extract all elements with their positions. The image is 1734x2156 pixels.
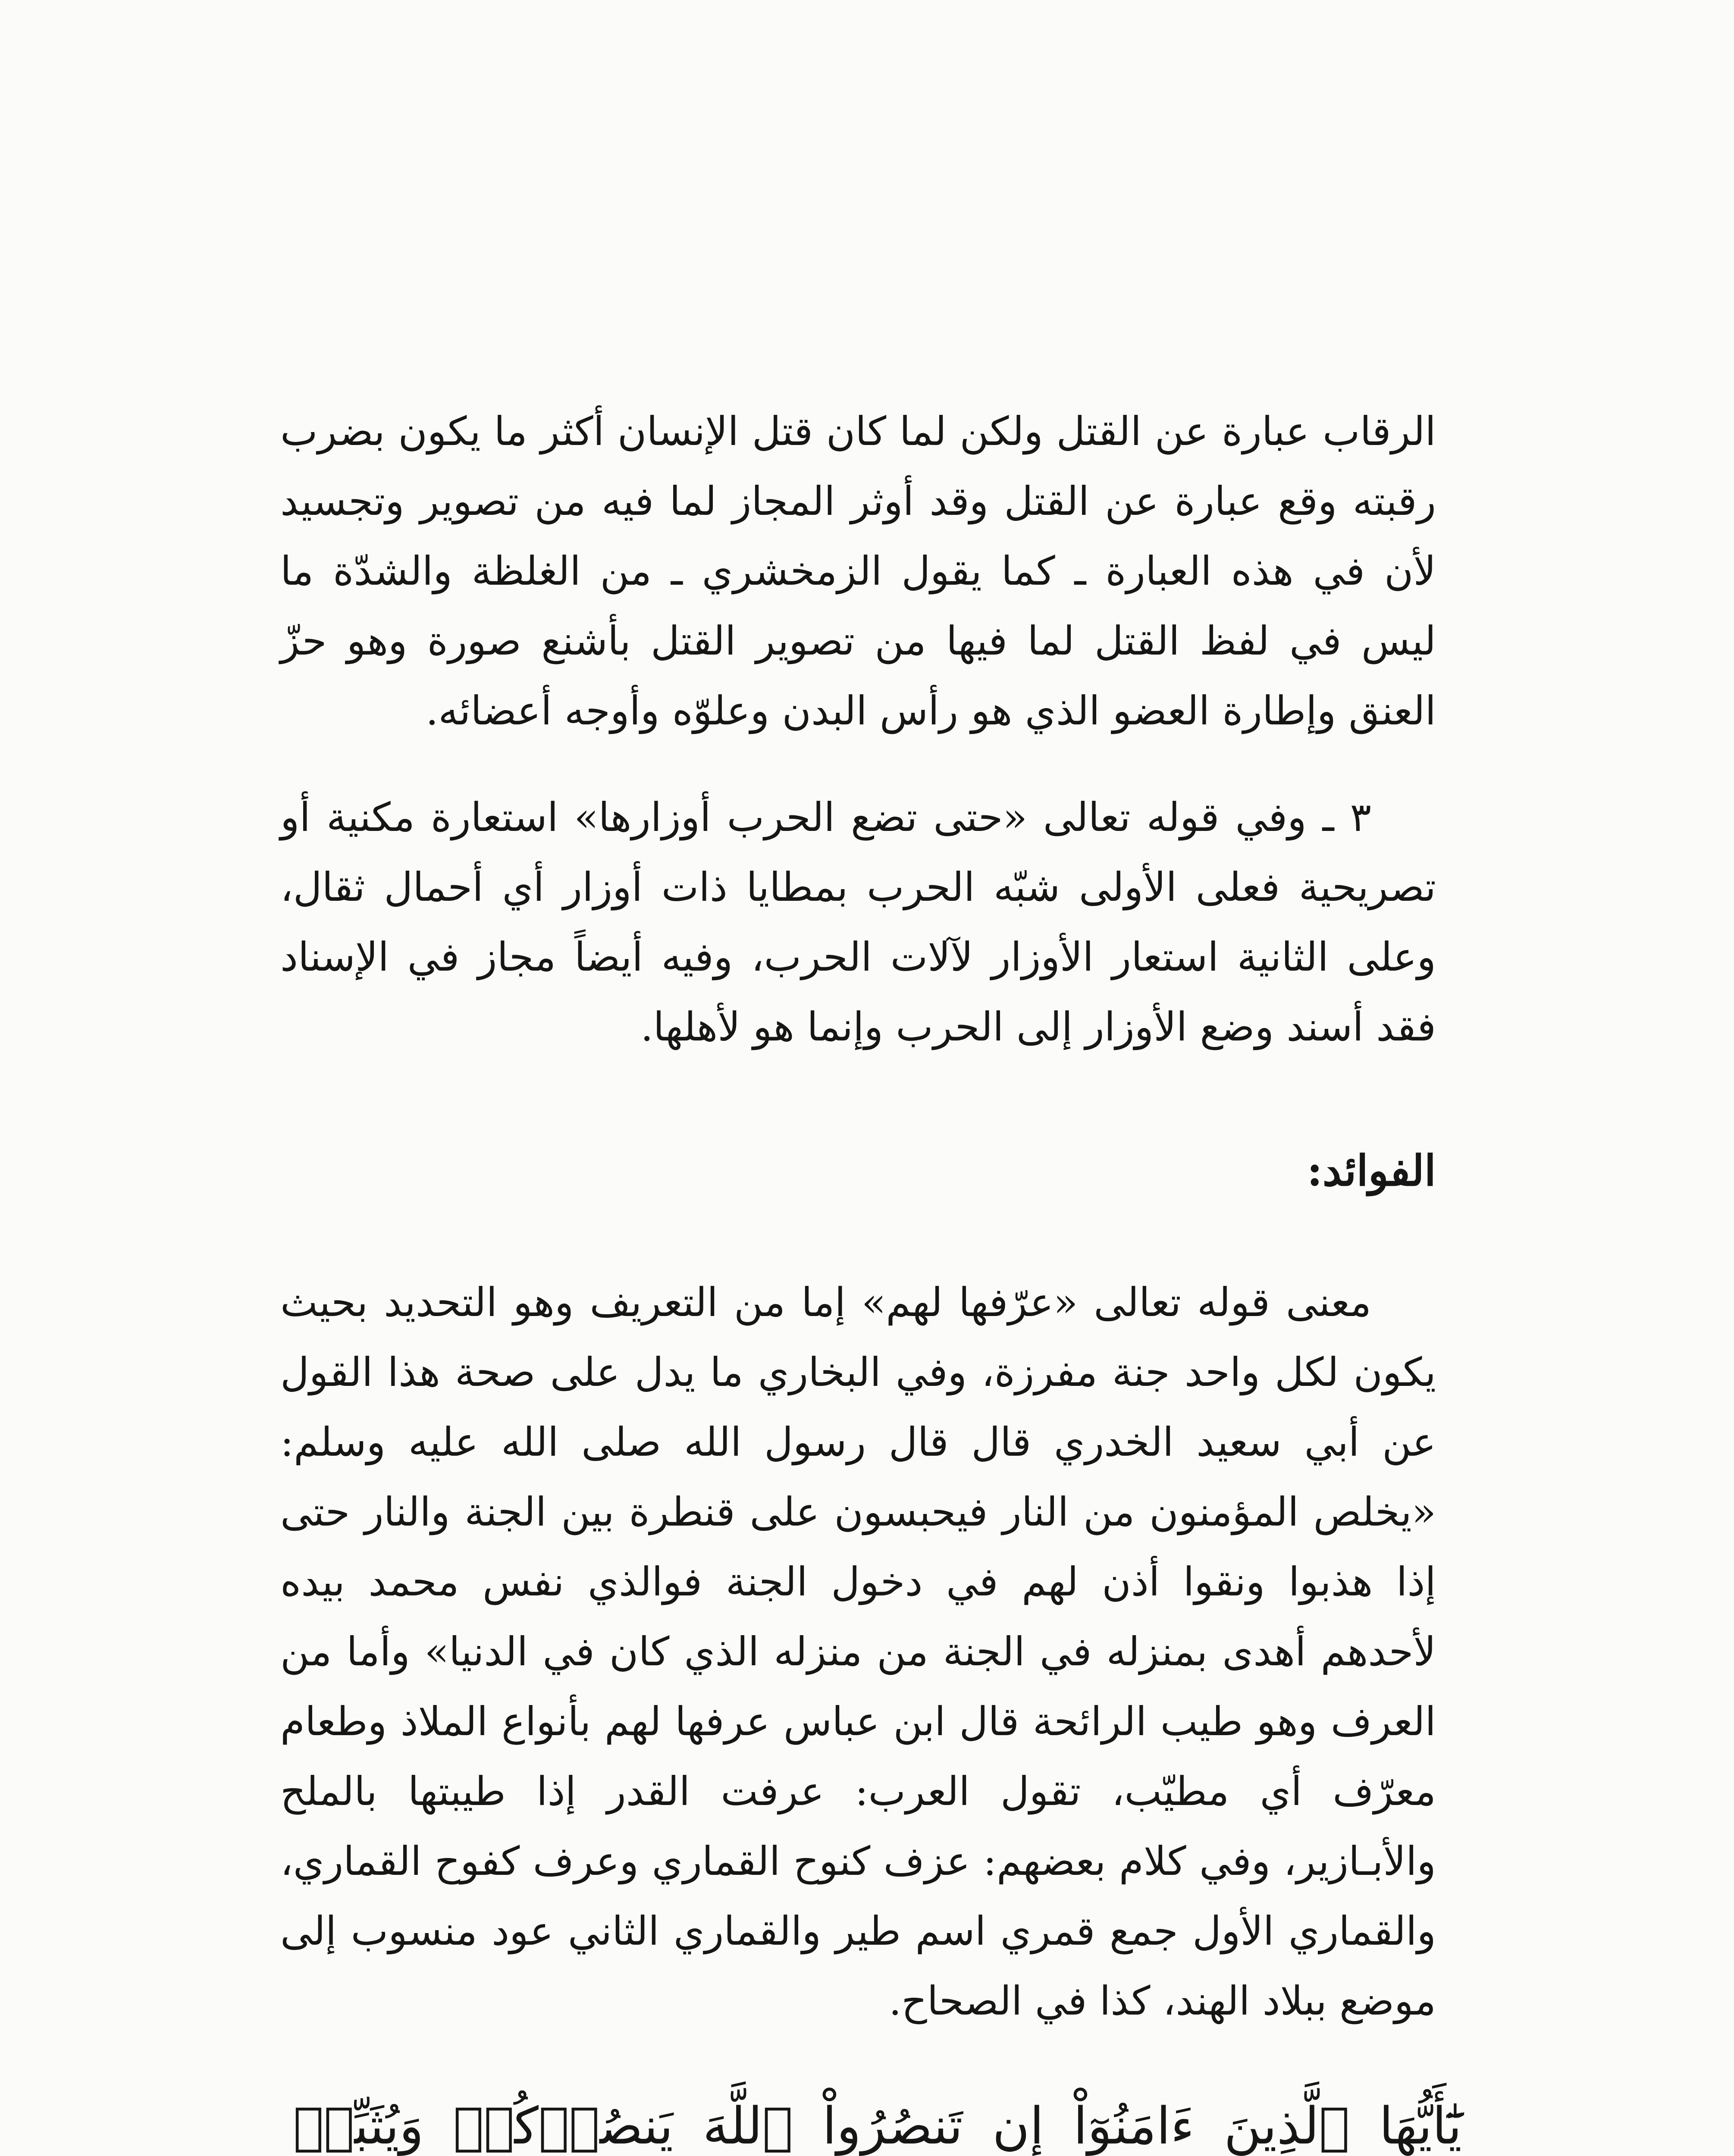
paragraph-text: معنى قوله تعالى «عرّفها لهم» إما من التعريف وهو التحديد بحيث يكون لكل واحد جنة مفرزة، وفي البخاري ما يدل على صحة هذا القول عن أبي سعيد الخدري قال قال رسول الله صلى الله عليه وسلم: «يخلص المؤمنون من النار فيحبسون على قنطرة بين الجنة والنار حتى إذا هذبوا ونقوا أذن لهم في دخول الجنة فوالذي نفس محمد بيده لأحدهم أهدى بمنزله في الجنة من منزله الذي كان في الدنيا» وأما من العرف وهو طيب الرائحة قال ابن عباس عرفها لهم بأنواع الملاذ وطعام معرّف أي مطيّب، تقول العرب: عرفت القدر إذا طيبتها بالملح والأبـازير، وفي كلام بعضهم: عزف كنوح القماري وعرف كفوح القماري، والقماري الأول جمع قمري اسم طير والقماري الثاني عود منسوب إلى موضع ببلاد الهند، كذا في الصحاح.	[280, 1279, 1436, 2024]
quran-verse: يَٰٓأَيُّهَا ٱلَّذِينَ ءَامَنُوٓاْ إِن تَنصُرُواْ ٱللَّهَ يَنصُرۡكُمۡ وَيُثَبِّتۡ	[293, 2096, 1462, 2156]
body-paragraph-1	[280, 397, 1436, 746]
section-heading: الفوائد:	[1307, 1146, 1436, 1196]
paragraph-text: ٣ ـ وفي قوله تعالى «حتى تضع الحرب أوزارها» استعارة مكنية أو تصريحية فعلى الأولى شبّه الحرب بمطايا ذات أوزار أي أحمال ثقال، وعلى الثانية استعار الأوزار لآلات الحرب، وفيه أيضاً مجاز في الإسناد فقد أسند وضع الأوزار إلى الحرب وإنما هو لأهلها.	[280, 794, 1436, 1050]
body-paragraph-2	[280, 783, 1436, 1062]
paragraph-text: الرقاب عبارة عن القتل ولكن لما كان قتل الإنسان أكثر ما يكون بضرب رقبته وقع عبارة عن القتل وقد أوثر المجاز لما فيه من تصوير وتجسيد لأن في هذه العبارة ـ كما يقول الزمخشري ـ من الغلظة والشدّة ما ليس في لفظ القتل لما فيها من تصوير القتل بأشنع صورة وهو حزّ العنق وإطارة العضو الذي هو رأس البدن وعلوّه وأوجه أعضائه.	[280, 408, 1436, 734]
fawaid-paragraph	[280, 1268, 1436, 2036]
